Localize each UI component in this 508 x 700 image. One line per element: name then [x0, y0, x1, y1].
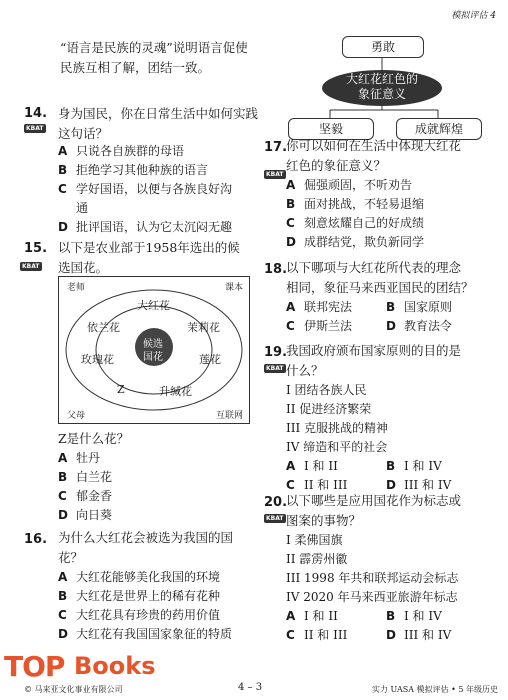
question-15-number: 15.: [24, 241, 48, 256]
option-b[interactable]: B 国家原则: [386, 300, 453, 314]
option-c[interactable]: C 大红花具有珍贵的药用价值: [58, 608, 221, 622]
flower-label-z: Z: [117, 383, 125, 396]
question-20-items: [286, 531, 458, 607]
question-18-options: [286, 298, 496, 336]
option-a[interactable]: A 大红花能够美化我国的环境: [58, 570, 221, 584]
statement: II 促进经济繁荣: [286, 402, 372, 416]
series-title: 实力 UASA 模拟评估 • 5 年级历史: [371, 685, 498, 694]
option-a[interactable]: A 只说各自族群的母语: [58, 144, 185, 158]
statement: III 1998 年共和联邦运动会标志: [286, 571, 459, 585]
question-19-options: [286, 457, 496, 495]
question-17-options: [286, 176, 424, 252]
statement: II 霹雳州徽: [286, 552, 348, 566]
kbat-badge: KBAT: [26, 125, 44, 132]
question-15-prompt: Z是什么花？: [58, 431, 130, 446]
option-d[interactable]: D 大红花有我国国家象征的特质: [58, 627, 233, 641]
flower-label: 茉莉花: [187, 321, 220, 334]
question-20-options: [286, 607, 496, 645]
option-d[interactable]: D 批评国语，认为它太沉闷无趣: [58, 220, 233, 234]
option-d[interactable]: D 教育法令: [386, 319, 453, 333]
topbooks-logo: TOP Books: [4, 650, 156, 683]
option-b[interactable]: B I 和 IV: [386, 609, 442, 623]
question-19-number: 19.: [264, 345, 288, 360]
question-20-text: 以下哪些是应用国花作为标志或 图案的事物？: [286, 493, 462, 528]
venn-corner-teacher: 老师: [67, 283, 86, 293]
question-16-options: [58, 568, 232, 644]
option-a[interactable]: A 联邦宪法: [286, 300, 353, 314]
statement: I 柔佛国旗: [286, 533, 343, 547]
option-b[interactable]: B 大红花是世界上的稀有花种: [58, 589, 221, 603]
kbat-badge: KBAT: [266, 171, 284, 178]
question-15-text: 以下是农业部于1958年选出的候 选国花。: [58, 240, 240, 275]
option-c[interactable]: C II 和 III: [286, 628, 348, 642]
option-c[interactable]: C 伊斯兰法: [286, 319, 353, 333]
venn-corner-internet: 互联网: [215, 411, 243, 421]
kbat-badge: KBAT: [266, 365, 284, 372]
page-header: 模拟评估 4: [451, 11, 496, 21]
option-d[interactable]: D 向日葵: [58, 508, 113, 522]
flower-label: 大红花: [137, 299, 170, 312]
option-a[interactable]: A I 和 II: [286, 459, 338, 473]
question-18-text: 以下哪项与大红花所代表的理念 相同，象征马来西亚国民的团结？: [286, 260, 474, 295]
option-d[interactable]: D 成群结党，欺负新同学: [286, 235, 425, 249]
option-d[interactable]: D III 和 IV: [386, 628, 452, 642]
question-16-text: 为什么大红花会被选为我国的国 花？: [58, 530, 234, 565]
kbat-badge: KBAT: [22, 263, 40, 270]
diagram-node-achievement: 成就辉煌: [396, 118, 482, 140]
flower-label: 依兰花: [87, 321, 120, 334]
venn-diagram: [58, 276, 250, 424]
diagram-node-resilient: 坚毅: [288, 118, 374, 140]
option-c-cont: 通: [76, 201, 89, 215]
option-b[interactable]: B 拒绝学习其他种族的语言: [58, 163, 209, 177]
statement: IV 2020 年马来西亚旅游年标志: [286, 590, 458, 604]
page-number: 4 – 3: [238, 682, 263, 693]
venn-center-line2: 国花: [143, 352, 163, 363]
venn-corner-textbook: 课本: [224, 283, 243, 293]
option-b[interactable]: B I 和 IV: [386, 459, 442, 473]
question-17-text: 你可以如何在生活中体现大红花 红色的象征意义？: [286, 138, 462, 173]
option-d[interactable]: D III 和 IV: [386, 478, 452, 492]
publisher-credit: © 马来亚文化事业有限公司: [24, 685, 123, 694]
question-14-text: 身为国民，你在日常生活中如何实践这句话？: [58, 106, 259, 141]
option-b[interactable]: B 面对挑战，不轻易退缩: [286, 197, 425, 211]
statement: IV 缔造和平的社会: [286, 440, 388, 454]
kbat-badge: KBAT: [266, 515, 284, 522]
option-a[interactable]: A 倔强顽固，不听劝告: [286, 178, 413, 192]
question-18-number: 18.: [264, 262, 288, 277]
venn-center-line1: 候选: [143, 339, 163, 350]
question-14-options: [58, 142, 232, 237]
question-19-items: [286, 381, 388, 457]
option-a[interactable]: A 牡丹: [58, 451, 101, 465]
question-number: 14.: [24, 106, 48, 121]
diagram-center-node: 大红花红色的 象征意义: [322, 70, 442, 106]
symbolism-diagram: [280, 32, 490, 142]
option-c[interactable]: C 学好国语，以便与各族良好沟: [58, 182, 233, 196]
option-b[interactable]: B 白兰花: [58, 470, 113, 484]
flower-label: 莲花: [199, 353, 221, 366]
flower-label: 升缄花: [159, 385, 192, 398]
option-c[interactable]: C 刻意炫耀自己的好成绩: [286, 216, 425, 230]
intro-text: “语言是民族的灵魂”说明语言促使民族互相了解，团结一致。: [60, 40, 248, 75]
question-19-text: 我国政府颁布国家原则的目的是 什么？: [286, 343, 462, 378]
option-c[interactable]: C II 和 III: [286, 478, 348, 492]
question-17-number: 17.: [264, 140, 288, 155]
statement: I 团结各族人民: [286, 383, 367, 397]
venn-corner-parents: 父母: [67, 411, 86, 421]
option-c[interactable]: C 郁金香: [58, 489, 113, 503]
question-20-number: 20.: [264, 495, 288, 510]
option-a[interactable]: A I 和 II: [286, 609, 338, 623]
flower-label: 玫瑰花: [81, 353, 114, 366]
statement: III 克服挑战的精神: [286, 421, 389, 435]
question-15-options: [58, 449, 112, 525]
question-16-number: 16.: [24, 532, 48, 547]
diagram-node-brave: 勇敢: [342, 36, 424, 58]
